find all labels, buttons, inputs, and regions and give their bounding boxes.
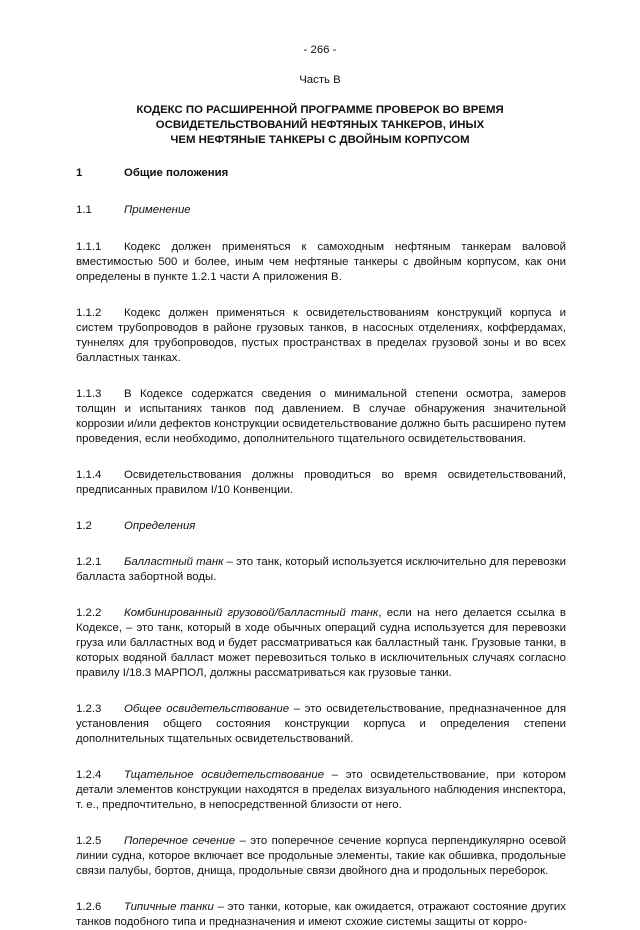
paragraph-number: 1.1.4: [76, 469, 102, 481]
paragraph-number: 1.1.2: [76, 307, 102, 319]
paragraph-text: , если на него делается ссылка в Кодексе, – это танк, который в ходе обычных операций судна используется для перевозки груза или балластных вод и будет рассматриваться как балластный танк. Грузовые танки, в которых водяной балласт может перевозиться только в исключительных случаях согласно правилу I/18.3 МАРПОЛ, должны рассматриваться как грузовые танки.: [76, 607, 566, 679]
defined-term: Балластный танк: [124, 556, 224, 568]
paragraph-1-1-4: [76, 468, 566, 498]
paragraph-1-1-2: [76, 306, 566, 366]
paragraph-number: 1.2.5: [76, 835, 102, 847]
section-heading-1-1: [76, 203, 566, 218]
paragraph-number: 1.1.3: [76, 388, 102, 400]
title-line: ЧЕМ НЕФТЯНЫЕ ТАНКЕРЫ С ДВОЙНЫМ КОРПУСОМ: [170, 134, 470, 146]
defined-term: Тщательное освидетельствование: [124, 769, 325, 781]
paragraph-1-1-1: [76, 240, 566, 285]
paragraph-text: В Кодексе содержатся сведения о минимальной степени осмотра, замеров толщин и испытаниях танков под давлением. В случае обнаружения значительной коррозии и/или дефектов конструкции освидетельствование должно быть расширено путем проведения, если необходимо, дополнительного тщательного освидетельствования.: [76, 388, 566, 445]
section-number: 1.1: [76, 204, 92, 216]
section-number: 1.2: [76, 520, 92, 532]
page-number: - 266 -: [303, 44, 337, 56]
paragraph-text: – это танки, которые, как ожидается, отражают состояние других танков подобного типа и предназначения и имеют схожие системы защиты от корро-: [76, 901, 566, 928]
paragraph-number: 1.2.4: [76, 769, 102, 781]
paragraph-text: Кодекс должен применяться к освидетельствованиям конструкций корпуса и систем трубопроводов в районе грузовых танков, в насосных отделениях, коффердамах, туннелях для трубопроводов, пустых пространствах в пределах грузовой зоны и во всех балластных танках.: [76, 307, 566, 364]
section-heading-1-2: [76, 519, 566, 534]
part-label: Часть В: [299, 74, 341, 86]
paragraph-number: 1.2.1: [76, 556, 102, 568]
section-title: Общие положения: [124, 167, 229, 179]
defined-term: Комбинированный грузовой/балластный танк: [124, 607, 379, 619]
definition-1-2-1: [76, 555, 566, 585]
paragraph-number: 1.2.3: [76, 703, 102, 715]
paragraph-1-1-3: [76, 387, 566, 447]
definition-1-2-4: [76, 768, 566, 813]
paragraph-number: 1.1.1: [76, 241, 102, 253]
document-body: [76, 166, 566, 930]
defined-term: Поперечное сечение: [124, 835, 236, 847]
definition-1-2-5: [76, 834, 566, 879]
paragraph-text: – это танк, который используется исключительно для перевозки балласта забортной воды.: [76, 556, 566, 583]
section-title: Определения: [124, 520, 196, 532]
document-title: [90, 103, 550, 148]
paragraph-text: – это поперечное сечение корпуса перпендикулярно осевой линии судна, которое включает все продольные элементы, такие как обшивка, продольные связи палубы, бортов, днища, продольные связи двойного дна и продольных переборок.: [76, 835, 566, 877]
section-title: Применение: [124, 204, 191, 216]
defined-term: Типичные танки: [124, 901, 214, 913]
section-number: 1: [76, 167, 83, 179]
title-line: ОСВИДЕТЕЛЬСТВОВАНИЙ НЕФТЯНЫХ ТАНКЕРОВ, ИНЫХ: [155, 119, 485, 131]
definition-1-2-2: [76, 606, 566, 681]
title-line: КОДЕКС ПО РАСШИРЕННОЙ ПРОГРАММЕ ПРОВЕРОК ВО ВРЕМЯ: [136, 104, 504, 116]
paragraph-text: – это освидетельствование, при котором детали элементов конструкции находятся в пределах визуального наблюдения инспектора, т. е., предпочтительно, в непосредственной близости от него.: [76, 769, 566, 811]
paragraph-text: Кодекс должен применяться к самоходным нефтяным танкерам валовой вместимостью 500 и более, иным чем нефтяные танкеры с двойным корпусом, как они определены в пункте 1.2.1 части А приложения В.: [76, 241, 566, 283]
paragraph-text: Освидетельствования должны проводиться во время освидетельствований, предписанных правилом I/10 Конвенции.: [76, 469, 566, 496]
paragraph-number: 1.2.2: [76, 607, 102, 619]
definition-1-2-3: [76, 702, 566, 747]
section-heading-1: [76, 166, 566, 181]
paragraph-number: 1.2.6: [76, 901, 102, 913]
paragraph-text: – это освидетельствование, предназначенное для установления общего состояния конструкции корпуса и определения степени дополнительных тщательных освидетельствований.: [76, 703, 566, 745]
defined-term: Общее освидетельствование: [124, 703, 290, 715]
